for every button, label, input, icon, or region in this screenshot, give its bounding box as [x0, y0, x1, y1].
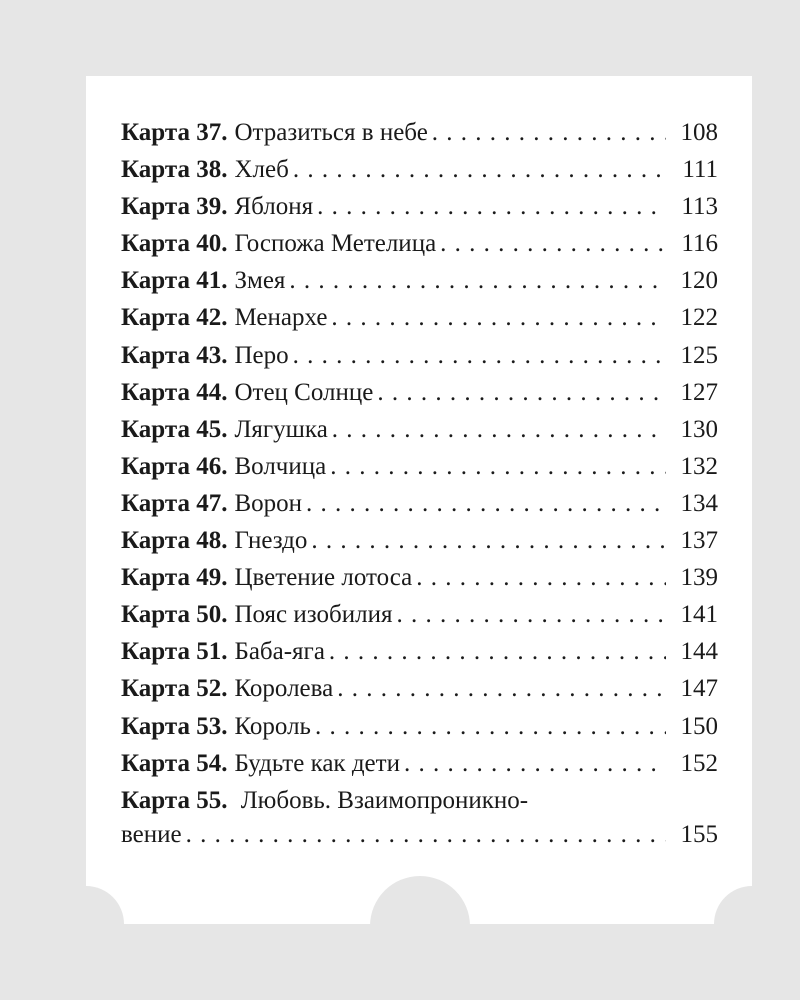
toc-entry [121, 188, 718, 225]
toc-entry [121, 262, 718, 299]
toc-entry [121, 633, 718, 670]
toc-entry-title: Король [234, 712, 311, 740]
toc-entry-label: Карта 52. [121, 675, 228, 703]
toc-entry-title-continuation: вение [121, 820, 182, 848]
toc-entry-label: Карта 48. [121, 527, 228, 555]
toc-entry [121, 485, 718, 522]
toc-entry-label: Карта 40. [121, 230, 228, 258]
toc-entry-title: Баба-яга [234, 638, 325, 666]
toc-entry-page: 141 [680, 601, 718, 629]
toc-entry-title: Змея [234, 267, 286, 295]
toc-entry-label: Карта 41. [121, 267, 228, 295]
toc-entry-label: Карта 51. [121, 638, 228, 666]
toc-entry-page: 132 [680, 452, 718, 480]
toc-leader-dots [331, 299, 666, 336]
toc-leader-dots [315, 708, 666, 745]
toc-entry-title: Будьте как дети [234, 749, 400, 777]
toc-entry-page: 155 [680, 820, 718, 848]
toc-entry-title: Отец Солнце [234, 378, 374, 406]
corner-notch-bottom-right [714, 886, 790, 962]
toc-leader-dots [317, 188, 666, 225]
toc-entry-label: Карта 54. [121, 749, 228, 777]
toc-entry-label: Карта 44. [121, 378, 228, 406]
toc-leader-dots [293, 151, 666, 188]
toc-entry-page: 130 [680, 415, 718, 443]
toc-entry [121, 337, 718, 374]
toc-leader-dots [330, 448, 666, 485]
toc-entry [121, 670, 718, 707]
toc-entry [121, 745, 718, 782]
toc-entry-label: Карта 39. [121, 193, 228, 221]
toc-entry-title: Волчица [234, 452, 327, 480]
toc-entry-page: 120 [680, 267, 718, 295]
toc-leader-dots [416, 559, 666, 596]
toc-entry-page: 111 [682, 156, 718, 184]
toc-entry-label: Карта 38. [121, 156, 228, 184]
toc-leader-dots [337, 670, 666, 707]
toc-entry-title: Пояс изобилия [234, 601, 393, 629]
toc-leader-dots [377, 374, 666, 411]
toc-entry-title: Менархе [234, 304, 328, 332]
toc-leader-dots [186, 816, 666, 853]
toc-entry [121, 448, 718, 485]
toc-leader-dots [332, 411, 666, 448]
toc-entry-multiline [121, 786, 718, 853]
toc-entry-label: Карта 37. [121, 119, 228, 146]
toc-entry-title: Ворон [234, 489, 303, 517]
toc-entry [121, 299, 718, 336]
toc-entry-label: Карта 49. [121, 564, 228, 592]
toc-leader-dots [396, 596, 666, 633]
toc-entry-page: 113 [681, 193, 718, 221]
toc-entry-page: 116 [681, 230, 718, 258]
toc-entry-page: 139 [680, 564, 718, 592]
toc-leader-dots [329, 633, 666, 670]
toc-entry-page: 127 [680, 378, 718, 406]
toc-entry-page: 125 [680, 341, 718, 369]
toc-entry [121, 411, 718, 448]
toc-entry-title: Цветение лотоса [234, 564, 413, 592]
toc-entry-page: 147 [680, 675, 718, 703]
toc-entry-page: 137 [680, 527, 718, 555]
toc-leader-dots [289, 262, 666, 299]
toc-leader-dots [306, 485, 666, 522]
corner-notch-bottom-left [48, 886, 124, 962]
toc-entry-title: Лягушка [234, 415, 328, 443]
toc-entry-title: Хлеб [234, 156, 289, 184]
toc-leader-dots [311, 522, 666, 559]
toc-entry [121, 114, 718, 151]
toc-leader-dots [440, 225, 666, 262]
toc-entry [121, 708, 718, 745]
toc-entry-label: Карта 46. [121, 452, 228, 480]
toc-entry-label: Карта 53. [121, 712, 228, 740]
toc-entry [121, 596, 718, 633]
toc-leader-dots [293, 337, 666, 374]
toc-entry-title: Перо [234, 341, 289, 369]
toc-entry-title: Королева [234, 675, 334, 703]
toc-entry-page: 144 [680, 638, 718, 666]
toc-entry-label: Карта 47. [121, 489, 228, 517]
toc-entry-label: Карта 42. [121, 304, 228, 332]
toc-entry [121, 522, 718, 559]
toc-entry [121, 374, 718, 411]
toc-entry-first-line [121, 786, 718, 816]
toc-entry-title: Любовь. Взаимопроникно- [240, 786, 529, 814]
toc-leader-dots [432, 114, 666, 151]
toc-entry-page: 108 [680, 119, 718, 146]
toc-entry [121, 559, 718, 596]
toc-leader-dots [404, 745, 666, 782]
toc-entry [121, 225, 718, 262]
toc-entry-title: Отразиться в небе [234, 119, 428, 146]
toc-entry-page: 150 [680, 712, 718, 740]
toc-entry-second-line [121, 816, 718, 853]
toc-entry-page: 122 [680, 304, 718, 332]
toc-entry-label: Карта 43. [121, 341, 228, 369]
toc-entry-title: Гнездо [234, 527, 308, 555]
toc-entry-page: 152 [680, 749, 718, 777]
toc-entry [121, 151, 718, 188]
toc-entry-label: Карта 55. [121, 786, 228, 814]
bottom-center-notch [370, 876, 470, 976]
table-of-contents [121, 114, 718, 853]
toc-entry-page: 134 [680, 489, 718, 517]
toc-entry-label: Карта 45. [121, 415, 228, 443]
toc-entry-title: Госпожа Метелица [234, 230, 437, 258]
toc-entry-label: Карта 50. [121, 601, 228, 629]
toc-entry-title: Яблоня [234, 193, 314, 221]
